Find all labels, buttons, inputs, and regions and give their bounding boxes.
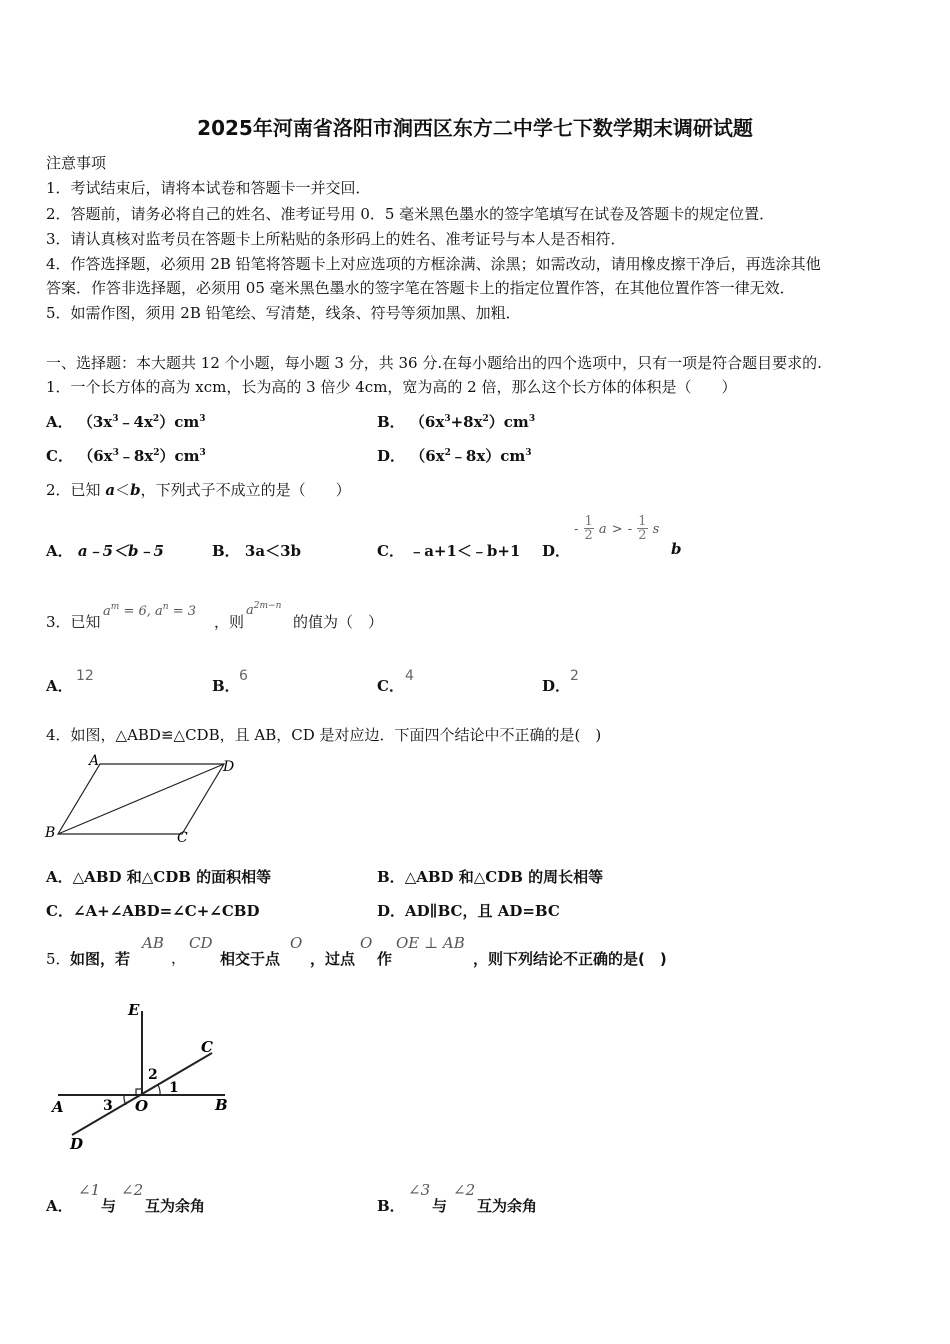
q3-stem-post: 的值为（ ）: [293, 613, 384, 631]
q5-option-a-angle2: ∠2: [121, 1181, 144, 1199]
q3-option-a-label: A．: [46, 677, 73, 695]
q2-stem: 2．已知 a＜b，下列式子不成立的是（ ）: [46, 481, 351, 499]
q3-stem-mid: ，则: [214, 613, 245, 631]
q4-option-a: A．△ABD 和△CDB 的面积相等: [46, 868, 272, 886]
q4-option-d: D．AD∥BC，且 AD=BC: [377, 902, 560, 920]
q5-math-o2: O: [360, 934, 373, 952]
q5-label-o: O: [135, 1097, 149, 1115]
q5-option-b-angle2: ∠2: [453, 1181, 476, 1199]
q5-option-a-angle1: ∠1: [78, 1181, 101, 1199]
q5-math-oe-perp-ab: OE ⊥ AB: [396, 934, 465, 952]
q1-c-text: $(6x^3﹣8x^2)cm^3$: [78, 447, 206, 465]
q3-expression: $a^{2m-n}$: [246, 601, 282, 618]
q3-option-d-value: 2: [570, 668, 579, 684]
q2-b-text: 3a＜3b: [244, 542, 302, 560]
q1-option-b: [377, 411, 535, 432]
q4-label-b: B: [45, 825, 56, 841]
q1-a-text: $(3x^3﹣4x^2)cm^3$: [77, 413, 206, 431]
q5-option-a-label: A．: [46, 1197, 73, 1215]
q5-option-b-angle3: ∠3: [408, 1181, 431, 1199]
q4-option-c: C．∠A+∠ABD=∠C+∠CBD: [46, 902, 260, 920]
q1-c-label: C．: [46, 447, 73, 465]
q1-d-text: $(6x^2﹣8x)cm^3$: [410, 447, 532, 465]
note-item-1: 1．考试结束后，请将本试卷和答题卡一并交回．: [46, 179, 371, 197]
q2-option-d-expr: - $\frac{1}{2}$ a > - $\frac{1}{2}$ s: [574, 514, 660, 543]
q5-text-4: ，过点: [310, 950, 356, 968]
q3-option-c-label: C．: [377, 677, 404, 695]
q4-label-c: C: [177, 830, 188, 846]
q4-option-b: B．△ABD 和△CDB 的周长相等: [377, 868, 604, 886]
q5-label-angle-2: 2: [148, 1067, 158, 1083]
q5-text-2: ，: [171, 949, 187, 967]
q5-number: 5．: [46, 950, 71, 968]
q5-label-angle-3: 3: [103, 1098, 113, 1114]
q2-c-text: ﹣a+1＜﹣b+1: [409, 542, 521, 560]
q1-option-c: [46, 445, 206, 466]
q5-text-3: 相交于点: [220, 950, 281, 968]
q1-option-d: [377, 445, 532, 466]
q2-option-d-b: b: [671, 540, 682, 558]
q3-option-a-value: 12: [76, 668, 94, 684]
section-heading: 一、选择题：本大题共 12 个小题，每小题 3 分，共 36 分.在每小题给出的四个选项中，只有一项是符合题目要求的.: [46, 354, 822, 372]
q3-option-b-label: B．: [212, 677, 240, 695]
q3-stem-pre: 3．已知: [46, 613, 101, 631]
q5-label-e: E: [128, 1001, 140, 1019]
q5-angle-1-arc: [158, 1085, 160, 1095]
q5-label-c: C: [201, 1038, 213, 1056]
q4-label-a: A: [89, 753, 100, 769]
note-item-2: 2．答题前，请务必将自己的姓名、准考证号用 0．5 毫米黑色墨水的签字笔填写在试卷及答题卡的规定位置．: [46, 205, 775, 223]
q5-label-angle-1: 1: [169, 1080, 179, 1096]
q5-text-1: 如图，若: [70, 950, 131, 968]
q1-stem: 1．一个长方体的高为 xcm，长为高的 3 倍少 4cm，宽为高的 2 倍，那么这个长方体的体积是（ ）: [46, 378, 737, 396]
q2-a-text: a﹣5＜b﹣5: [77, 542, 164, 560]
q1-a-label: A．: [46, 413, 73, 431]
q2-option-c: C． ﹣a+1＜﹣b+1: [377, 542, 521, 560]
q5-math-o1: O: [290, 934, 303, 952]
note-item-3: 3．请认真核对监考员在答题卡上所粘贴的条形码上的姓名、准考证号与本人是否相符．: [46, 230, 626, 248]
q5-option-a-mid: 与: [101, 1197, 117, 1215]
q4-diagonal-bd: [58, 764, 224, 834]
q5-option-b-mid: 与: [432, 1197, 448, 1215]
note-item-4: 4．作答选择题，必须用 2B 铅笔将答题卡上对应选项的方框涂满、涂黑；如需改动，请用橡皮擦干净后，再选涂其他: [46, 255, 821, 273]
q3-condition: $a^m = 6$, $a^n = 3$: [103, 602, 196, 619]
q3-option-d-label: D．: [542, 677, 571, 695]
q5-label-d: D: [70, 1135, 84, 1153]
q2-option-a: A． a﹣5＜b﹣5: [46, 542, 164, 560]
q5-option-b-label: B．: [377, 1197, 405, 1215]
q5-text-6: ，则下列结论不正确的是( ): [473, 950, 667, 968]
page-title: 2025年河南省洛阳市涧西区东方二中学七下数学期末调研试题: [197, 116, 753, 140]
q5-label-b: B: [215, 1096, 228, 1114]
note-item-5: 5．如需作图，须用 2B 铅笔绘、写清楚，线条、符号等须加黑、加粗．: [46, 304, 521, 322]
q4-parallelogram-figure: [40, 750, 250, 850]
q5-intersecting-lines-figure: [40, 995, 250, 1160]
q1-option-a: [46, 411, 205, 432]
q5-text-5: 作: [377, 950, 393, 968]
q1-b-text: $(6x^3+8x^2)cm^3$: [409, 413, 536, 431]
notes-heading: 注意事项: [46, 154, 107, 172]
note-item-4-cont: 答案．作答非选择题，必须用 05 毫米黑色墨水的签字笔在答题卡上的指定位置作答，在其他位置作答一律无效．: [46, 279, 795, 297]
q3-option-b-value: 6: [239, 668, 248, 684]
q2-option-d-label: D．: [542, 542, 571, 560]
q5-option-a-end: 互为余角: [145, 1197, 206, 1215]
q5-label-a: A: [52, 1098, 64, 1116]
q4-label-d: D: [223, 759, 235, 775]
q5-math-cd: CD: [189, 934, 213, 952]
q4-stem: 4．如图，△ABD≌△CDB，且 AB，CD 是对应边．下面四个结论中不正确的是( ): [46, 726, 602, 744]
q3-option-c-value: 4: [405, 668, 414, 684]
q1-b-label: B．: [377, 413, 405, 431]
q5-option-b-end: 互为余角: [477, 1197, 538, 1215]
q2-option-b: B． 3a＜3b: [212, 542, 302, 560]
q1-d-label: D．: [377, 447, 406, 465]
q5-math-ab: AB: [142, 934, 164, 952]
